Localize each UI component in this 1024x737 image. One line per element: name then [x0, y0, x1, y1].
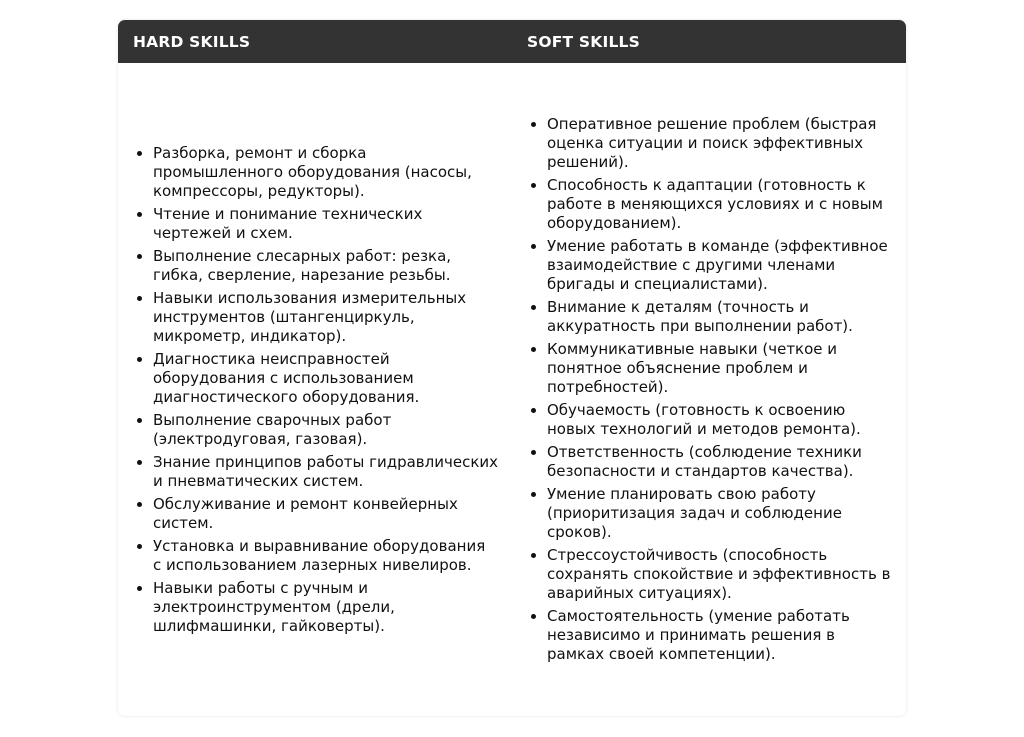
list-item: • Навыки работы с ручным и электроинструментом (дрели, шлифмашинки, гайковерты).: [153, 579, 498, 636]
table-body: [118, 63, 906, 716]
hard-skills-column: [118, 63, 512, 716]
list-item: • Диагностика неисправностей оборудования с использованием диагностического оборудования.: [153, 350, 498, 407]
list-item: • Самостоятельность (умение работать независимо и принимать решения в рамках своей компетенции).: [547, 607, 892, 664]
soft-skills-column: [512, 63, 906, 716]
list-item: • Разборка, ремонт и сборка промышленного оборудования (насосы, компрессоры, редукторы).: [153, 144, 498, 201]
soft-skills-list: [528, 115, 892, 664]
list-item: • Способность к адаптации (готовность к работе в меняющихся условиях и с новым оборудованием).: [547, 176, 892, 233]
list-item: • Коммуникативные навыки (четкое и понятное объяснение проблем и потребностей).: [547, 340, 892, 397]
list-item: • Стрессоустойчивость (способность сохранять спокойствие и эффективность в аварийных ситуациях).: [547, 546, 892, 603]
skills-table: [118, 20, 906, 716]
hard-skills-heading: HARD SKILLS: [133, 32, 251, 51]
list-item: • Умение планировать свою работу (приоритизация задач и соблюдение сроков).: [547, 485, 892, 542]
list-item: • Обслуживание и ремонт конвейерных систем.: [153, 495, 498, 533]
list-item: • Знание принципов работы гидравлических и пневматических систем.: [153, 453, 498, 491]
list-item: • Обучаемость (готовность к освоению новых технологий и методов ремонта).: [547, 401, 892, 439]
list-item: • Выполнение сварочных работ (электродуговая, газовая).: [153, 411, 498, 449]
soft-skills-heading: SOFT SKILLS: [527, 32, 640, 51]
list-item: • Оперативное решение проблем (быстрая оценка ситуации и поиск эффективных решений).: [547, 115, 892, 172]
hard-skills-list: [134, 144, 498, 636]
list-item: • Чтение и понимание технических чертежей и схем.: [153, 205, 498, 243]
list-item: • Выполнение слесарных работ: резка, гибка, сверление, нарезание резьбы.: [153, 247, 498, 285]
list-item: • Умение работать в команде (эффективное взаимодействие с другими членами бригады и специалистами).: [547, 237, 892, 294]
list-item: • Внимание к деталям (точность и аккуратность при выполнении работ).: [547, 298, 892, 336]
list-item: • Установка и выравнивание оборудования с использованием лазерных нивелиров.: [153, 537, 498, 575]
table-header: [118, 20, 906, 63]
list-item: • Навыки использования измерительных инструментов (штангенциркуль, микрометр, индикатор).: [153, 289, 498, 346]
list-item: • Ответственность (соблюдение техники безопасности и стандартов качества).: [547, 443, 892, 481]
